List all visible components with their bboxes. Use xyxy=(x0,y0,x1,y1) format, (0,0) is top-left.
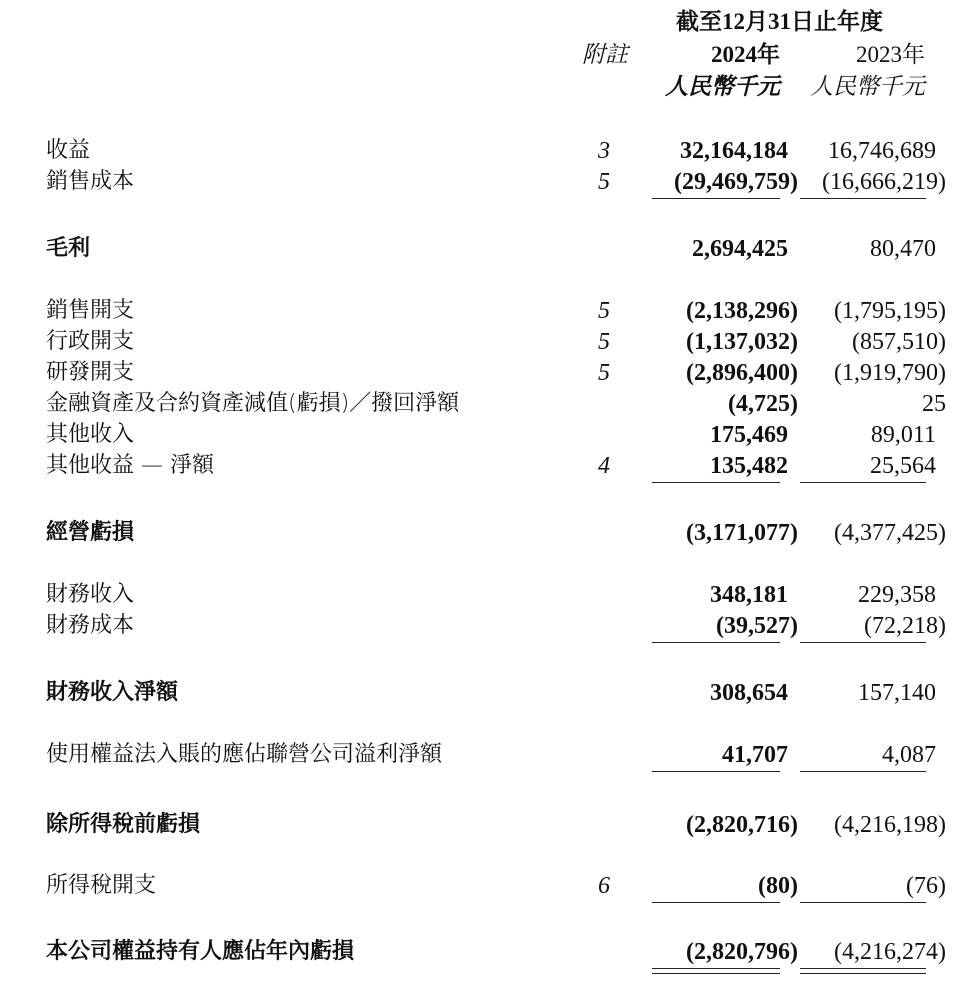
row-note: 5 xyxy=(598,298,610,324)
row-net-finance-income xyxy=(0,678,980,708)
value-2024: (2,896,400) xyxy=(686,360,798,386)
prior-year-heading: 2023年 xyxy=(856,42,925,67)
value-2023: (4,216,274) xyxy=(834,939,946,965)
value-2024: (2,820,796) xyxy=(686,939,798,965)
value-2023: 25,564 xyxy=(870,453,936,479)
row-label: 銷售成本 xyxy=(46,169,135,194)
note-column-heading: 附註 xyxy=(582,42,628,67)
row-operating-loss xyxy=(0,518,980,548)
subtotal-rule-2024 xyxy=(652,642,780,643)
row-loss-for-year xyxy=(0,937,980,967)
total-double-rule-2023 xyxy=(800,968,926,974)
current-year-heading: 2024年 xyxy=(711,42,780,67)
value-2024: 41,707 xyxy=(722,742,788,768)
row-label: 本公司權益持有人應佔年內虧損 xyxy=(46,939,355,964)
value-2024: 135,482 xyxy=(710,453,788,479)
row-other-income xyxy=(0,420,980,450)
row-selling-expenses xyxy=(0,296,980,326)
value-2024: (39,527) xyxy=(716,613,798,639)
value-2023: 16,746,689 xyxy=(828,138,936,164)
value-2024: 2,694,425 xyxy=(692,236,788,262)
value-2023: (857,510) xyxy=(852,329,946,355)
value-2023: (1,795,195) xyxy=(834,298,946,324)
value-2023: 80,470 xyxy=(870,236,936,262)
value-2023: 89,011 xyxy=(870,422,936,448)
row-label: 毛利 xyxy=(46,236,91,261)
row-revenue xyxy=(0,136,980,166)
row-label: 財務成本 xyxy=(46,613,135,638)
row-other-gains xyxy=(0,451,980,481)
value-2024: (2,138,296) xyxy=(686,298,798,324)
value-2024: 175,469 xyxy=(710,422,788,448)
value-2024: (3,171,077) xyxy=(686,520,798,546)
row-label: 財務收入淨額 xyxy=(46,680,179,705)
row-admin-expenses xyxy=(0,327,980,357)
subtotal-rule-2024 xyxy=(652,198,780,199)
value-2023: 4,087 xyxy=(882,742,936,768)
subtotal-rule-2024 xyxy=(652,482,780,483)
value-2023: (76) xyxy=(906,873,946,899)
subtotal-rule-2024 xyxy=(652,771,780,772)
value-2024: 308,654 xyxy=(710,680,788,706)
value-2023: (4,216,198) xyxy=(834,812,946,838)
row-label: 收益 xyxy=(46,138,91,163)
value-2023: 229,358 xyxy=(858,582,936,608)
row-label: 銷售開支 xyxy=(46,298,135,323)
row-note: 4 xyxy=(598,453,610,479)
subtotal-rule-2023 xyxy=(800,771,926,772)
value-2023: 157,140 xyxy=(858,680,936,706)
row-note: 5 xyxy=(598,329,610,355)
subtotal-rule-2023 xyxy=(800,482,926,483)
row-label: 其他收益 — 淨額 xyxy=(46,453,214,478)
value-2024: (1,137,032) xyxy=(686,329,798,355)
row-finance-income xyxy=(0,580,980,610)
subtotal-rule-2023 xyxy=(800,198,926,199)
row-label: 經營虧損 xyxy=(46,520,135,545)
value-2024: (29,469,759) xyxy=(674,169,798,195)
row-label: 所得稅開支 xyxy=(46,873,157,898)
row-income-tax xyxy=(0,871,980,901)
row-finance-costs xyxy=(0,611,980,641)
value-2024: (4,725) xyxy=(728,391,798,417)
row-note: 3 xyxy=(598,138,610,164)
row-share-of-associates xyxy=(0,740,980,770)
row-gross-profit xyxy=(0,234,980,264)
row-label: 財務收入 xyxy=(46,582,135,607)
row-cost-of-sales xyxy=(0,167,980,197)
row-note: 6 xyxy=(598,873,610,899)
row-note: 5 xyxy=(598,360,610,386)
value-2024: 32,164,184 xyxy=(680,138,788,164)
row-label: 行政開支 xyxy=(46,329,135,354)
value-2024: (80) xyxy=(758,873,798,899)
row-note: 5 xyxy=(598,169,610,195)
row-label: 其他收入 xyxy=(46,422,135,447)
row-impairment xyxy=(0,389,980,419)
period-heading: 截至12月31日止年度 xyxy=(676,9,883,34)
value-2023: (4,377,425) xyxy=(834,520,946,546)
row-label: 研發開支 xyxy=(46,360,135,385)
value-2023: (1,919,790) xyxy=(834,360,946,386)
subtotal-rule-2023 xyxy=(800,902,926,903)
subtotal-rule-2024 xyxy=(652,902,780,903)
value-2024: 348,181 xyxy=(710,582,788,608)
prior-unit-heading: 人民幣千元 xyxy=(810,74,925,99)
value-2024: (2,820,716) xyxy=(686,812,798,838)
row-label: 金融資產及合約資產減值(虧損)／撥回淨額 xyxy=(46,391,460,416)
value-2023: (16,666,219) xyxy=(822,169,946,195)
current-unit-heading: 人民幣千元 xyxy=(665,74,780,99)
row-label: 除所得稅前虧損 xyxy=(46,812,201,837)
value-2023: 25 xyxy=(922,391,946,417)
total-double-rule-2024 xyxy=(652,968,780,974)
row-label: 使用權益法入賬的應佔聯營公司溢利淨額 xyxy=(46,742,443,767)
row-loss-before-tax xyxy=(0,810,980,840)
subtotal-rule-2023 xyxy=(800,642,926,643)
value-2023: (72,218) xyxy=(864,613,946,639)
row-rnd-expenses xyxy=(0,358,980,388)
